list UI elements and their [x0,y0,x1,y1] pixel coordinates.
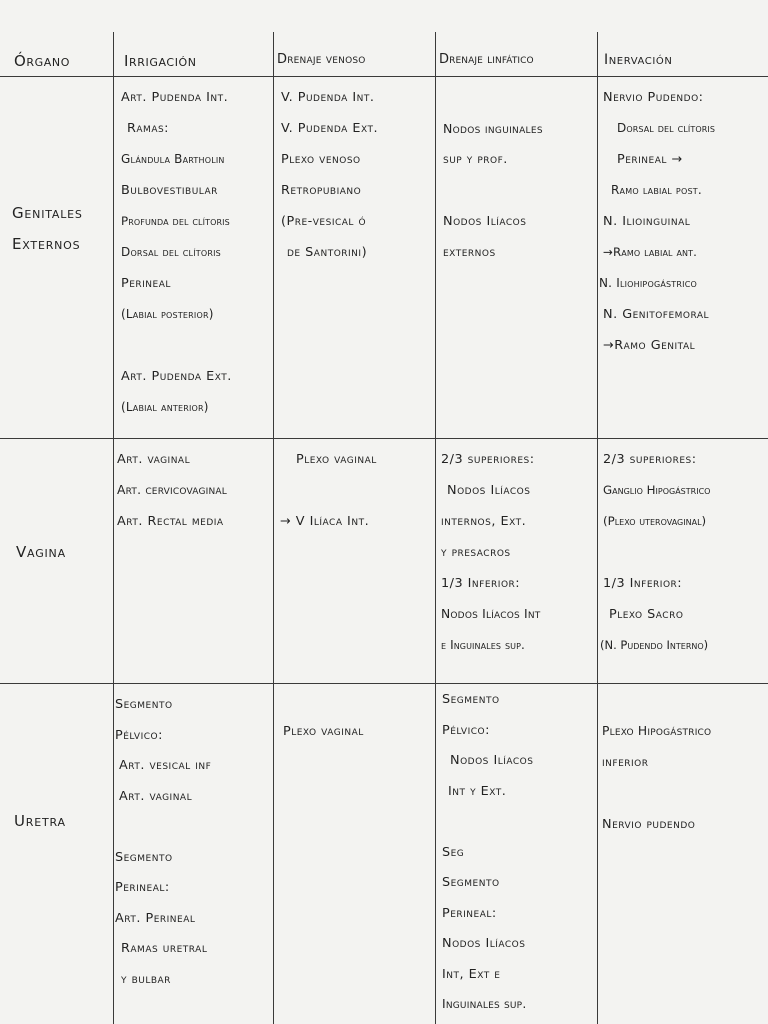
note-line: V. Pudenda Int. [281,90,375,105]
genitales-inervacion [599,82,716,361]
note-line: Pélvico: [115,727,163,743]
genitales-irrigacion [121,82,232,423]
note-line: Plexo venoso [281,152,361,167]
note-line: Plexo Sacro [609,607,684,622]
note-line: N. Genitofemoral [603,307,710,322]
note-line [115,811,211,842]
note-line [121,330,232,361]
header-drenaje-linfatico: Drenaje linfático [439,52,534,67]
note-line: (Pre-vesical ó [281,214,367,229]
genitales-drenaje-linfatico [443,113,543,268]
note-line: →Ramo Genital [603,338,696,353]
note-line: de Santorini) [287,245,368,260]
col-divider [597,32,598,1024]
note-line: Perineal: [442,905,497,921]
note-line: Segmento [442,692,500,707]
note-line: Nodos Ilíacos [450,753,534,768]
note-line: internos, Ext. [441,514,527,529]
uretra-inervacion [602,716,711,840]
note-line: (N. Pudendo Interno) [600,638,709,652]
uretra-drenaje-linfatico [442,684,533,1020]
note-line: 2/3 superiores: [603,452,697,467]
note-line: →Ramo labial ant. [603,245,697,259]
note-line: Art. Perineal [115,910,196,926]
note-line: Plexo vaginal [283,724,364,739]
note-line: Plexo vaginal [296,452,377,467]
note-line [443,175,543,206]
note-line: Art. Rectal media [117,514,224,529]
note-line: (Labial posterior) [121,307,214,321]
header-irrigacion: Irrigación [124,52,197,70]
note-line: Plexo Hipogástrico [602,724,712,738]
note-line: (Labial anterior) [121,400,209,414]
vagina-irrigacion [117,444,227,537]
note-line: Bulbovestibular [121,183,218,198]
note-line: 1/3 Inferior: [603,576,683,591]
header-drenaje-venoso: Drenaje venoso [277,52,366,67]
organ-genitales-externos [12,198,83,260]
note-line: Ramo labial post. [611,183,702,197]
col-divider [435,32,436,1024]
note-line: Nodos Ilíacos [447,483,531,498]
note-line: Dorsal del clítoris [121,245,221,259]
col-divider [273,32,274,1024]
note-line: Int y Ext. [448,783,507,799]
row-divider [0,438,768,439]
organ-line: Genitales [12,204,83,222]
note-line: N. Iliohipogástrico [599,276,697,290]
note-line: Pélvico: [442,722,490,738]
organ-line: Uretra [14,812,66,830]
note-line: inferior [602,755,649,770]
note-line: Art. vaginal [117,452,191,467]
organ-line: Vagina [16,543,66,561]
genitales-drenaje-venoso [281,82,378,268]
note-line: Int, Ext e [442,966,501,982]
note-line [603,537,710,568]
uretra-irrigacion [115,689,211,994]
note-line: Nervio Pudendo: [603,90,704,105]
uretra-drenaje-venoso [283,716,364,747]
note-line: Art. vesical inf [119,758,212,773]
note-line: externos [443,245,496,260]
note-line: Art. vaginal [119,788,193,804]
note-line: 1/3 Inferior: [441,576,521,591]
note-line: Retropubiano [281,183,362,198]
vagina-drenaje-venoso [280,444,377,537]
note-line: V. Pudenda Ext. [281,121,379,136]
note-line: Nervio pudendo [602,817,696,832]
note-line [442,806,533,837]
note-line: Ramas: [127,121,169,136]
note-line: Art. Pudenda Int. [121,90,229,105]
organ-vagina [16,537,66,568]
note-line: Inguinales sup. [442,997,527,1011]
organ-uretra [14,806,66,837]
note-line: y bulbar [121,971,171,987]
note-line: y presacros [441,545,511,560]
note-line: e Inguinales sup. [441,638,525,652]
note-line: Ganglio Hipogástrico [603,483,711,497]
note-line: Art. Pudenda Ext. [121,369,232,384]
note-line: Segmento [115,849,173,865]
note-line: Profunda del clítoris [121,214,230,228]
note-line: (Plexo uterovaginal) [603,514,707,528]
vagina-inervacion [600,444,711,661]
note-line: Segmento [442,875,500,890]
note-line: Dorsal del clítoris [617,121,716,135]
note-line: Perineal [121,276,171,291]
row-divider [0,683,768,684]
note-line: Nodos Ilíacos [443,214,527,229]
note-line [602,778,711,809]
note-line: → V Ilíaca Int. [280,514,370,529]
header-inervacion: Inervación [604,52,673,68]
note-line: Perineal: [115,880,170,895]
note-line: Art. cervicovaginal [117,483,227,497]
note-line: Nodos Ilíacos Int [441,607,541,621]
note-line: Perineal → [617,152,683,167]
note-line: N. Ilioinguinal [603,214,691,229]
note-line: Seg [442,844,465,860]
header-organo: Órgano [14,52,70,70]
note-line: Nodos Ilíacos [442,936,526,951]
row-divider [0,76,768,77]
note-line: Glándula Bartholin [121,152,225,166]
note-line: 2/3 superiores: [441,452,535,467]
note-line: sup y prof. [443,152,508,167]
note-line: Ramas uretral [121,941,208,956]
organ-line: Externos [12,235,81,253]
note-line: Segmento [115,697,173,712]
note-line: Nodos inguinales [443,121,543,136]
vagina-drenaje-linfatico [441,444,540,661]
